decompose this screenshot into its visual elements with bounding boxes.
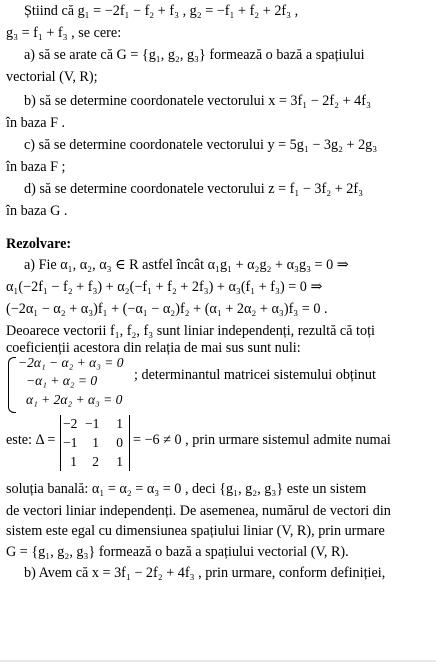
item-a-line-2: vectorial (V, R); [6, 69, 98, 85]
det-cell-3-1: 1 [70, 454, 77, 469]
conclusion-line-2: de vectori liniar independenți. De asemenea, numărul de vectori din [6, 503, 391, 519]
item-b-line-2: în baza F . [6, 115, 66, 131]
det-cell-2-1: −1 [63, 435, 78, 450]
item-c-line-1: c) să se determine coordonatele vectorului y = 5g₁ − 3g₂ + 2g₃ [24, 137, 378, 153]
intro-line-2: g₃ = f₁ + f₃ , se cere: [6, 25, 122, 41]
solution-line-3: (−2α₁ − α₂ + α₃)f₁ + (−α₁ − α₂)f₂ + (α₁ + 2α₂ + α₃)f₃ = 0 . [6, 301, 328, 317]
det-cell-2-3: 0 [116, 435, 123, 450]
item-c-line-2: în baza F ; [6, 159, 66, 175]
determinant-matrix [60, 415, 130, 471]
conclusion-line-5: b) Avem că x = 3f₁ − 2f₂ + 4f₃ , prin urmare, conform definiției, [24, 565, 386, 581]
solution-line-4: Deoarece vectorii f₁, f₂, f₃ sunt liniar independenți, rezultă că toți [6, 323, 375, 339]
conclusion-line-3: sistem este egal cu dimensiunea spațiului liniar (V, R), prin urmare [6, 523, 385, 539]
item-d-line-1: d) să se determine coordonatele vectorului z = f₁ − 3f₂ + 2f₃ [24, 181, 364, 197]
system-follow-text: ; determinantul matricei sistemului obținut [134, 367, 376, 383]
system-row-3: α₁ + 2α₂ + α₃ = 0 [26, 392, 123, 407]
item-b-line-1: b) să se determine coordonatele vectorului x = 3f₁ − 2f₂ + 4f₃ [24, 93, 371, 109]
item-d-line-2: în baza G . [6, 203, 68, 219]
system-row-2: −α₁ + α₂ = 0 [26, 373, 98, 388]
solution-heading: Rezolvare: [6, 236, 72, 252]
solution-line-5: coeficienții acestora din relația de mai sus sunt nuli: [6, 340, 301, 356]
solution-line-1: a) Fie α₁, α₂, α₃ ∈ R astfel încât α₁g₁ + α₂g₂ + α₃g₃ = 0 ⇒ [24, 257, 349, 273]
det-cell-1-1: −2 [63, 416, 78, 431]
det-cell-1-2: −1 [85, 416, 100, 431]
det-cell-3-3: 1 [116, 454, 123, 469]
page-bottom-border [0, 660, 436, 662]
system-row-1: −2α₁ − α₂ + α₃ = 0 [18, 355, 124, 370]
determinant-follow-text: = −6 ≠ 0 , prin urmare sistemul admite numai [133, 432, 391, 448]
intro-line-1: Știind că g₁ = −2f₁ − f₂ + f₃ , g₂ = −f₁ + f₂ + 2f₃ , [24, 3, 299, 19]
conclusion-line-1: soluția banală: α₁ = α₂ = α₃ = 0 , deci {g₁, g₂, g₃} este un sistem [6, 481, 367, 497]
det-cell-1-3: 1 [116, 416, 123, 431]
determinant-prefix: este: Δ = [6, 432, 56, 448]
det-cell-2-2: 1 [92, 435, 99, 450]
det-cell-3-2: 2 [92, 454, 99, 469]
solution-line-2: α₁(−2f₁ − f₂ + f₃) + α₂(−f₁ + f₂ + 2f₃) + α₃(f₁ + f₃) = 0 ⇒ [6, 279, 323, 295]
linear-system [8, 357, 133, 413]
conclusion-line-4: G = {g₁, g₂, g₃} formează o bază a spațiului vectorial (V, R). [6, 544, 349, 560]
item-a-line-1: a) să se arate că G = {g₁, g₂, g₃} formează o bază a spațiului [24, 47, 365, 63]
system-brace [8, 357, 16, 413]
